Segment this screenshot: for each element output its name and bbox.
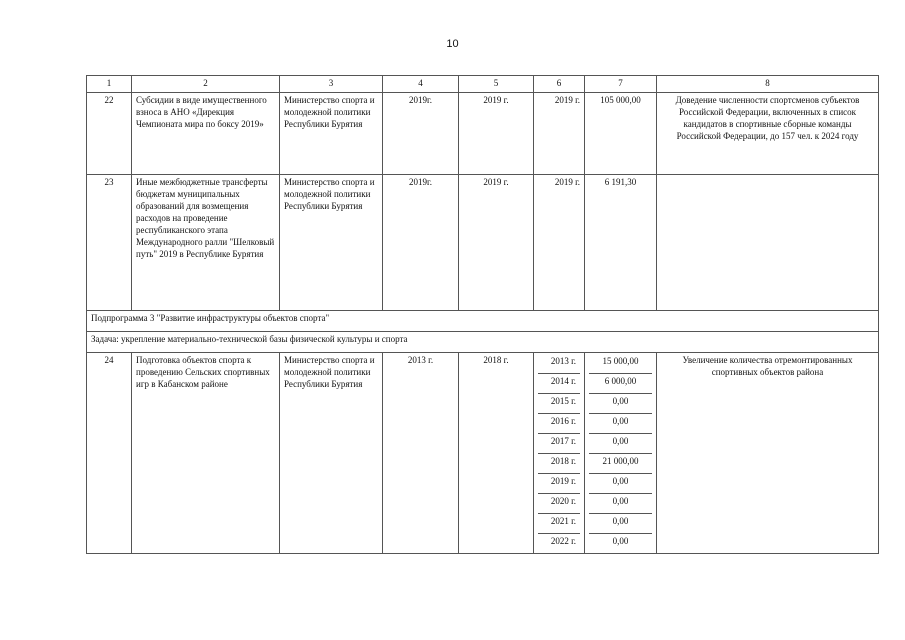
table-row bbox=[87, 175, 879, 311]
header-cell: 3 bbox=[280, 76, 383, 93]
funding-year: 2018 г. bbox=[538, 454, 580, 474]
funding-amount: 21 000,00 bbox=[589, 454, 652, 474]
funding-amount: 0,00 bbox=[589, 434, 652, 454]
executor: Министерство спорта и молодежной политики Республики Бурятия bbox=[280, 175, 383, 311]
funding-year: 2014 г. bbox=[538, 374, 580, 394]
task-row bbox=[87, 332, 879, 353]
header-row bbox=[87, 76, 879, 93]
funding-amount: 6 191,30 bbox=[585, 175, 657, 311]
funding-amount: 6 000,00 bbox=[589, 374, 652, 394]
task-title: Задача: укрепление материально-технической базы физической культуры и спорта bbox=[87, 332, 879, 353]
funding-year: 2019 г. bbox=[534, 93, 585, 175]
funding-amount: 0,00 bbox=[589, 394, 652, 414]
measure-name: Подготовка объектов спорта к проведению Сельских спортивных игр в Кабанском районе bbox=[132, 353, 280, 554]
funding-year: 2017 г. bbox=[538, 434, 580, 454]
start-date: 2019г. bbox=[383, 175, 459, 311]
row-number: 22 bbox=[87, 93, 132, 175]
funding-amount: 15 000,00 bbox=[589, 354, 652, 374]
funding-year: 2019 г. bbox=[538, 474, 580, 494]
funding-year: 2022 г. bbox=[550, 536, 576, 546]
measure-name: Субсидии в виде имущественного взноса в АНО «Дирекция Чемпионата мира по боксу 2019» bbox=[132, 93, 280, 175]
funding-amount: 0,00 bbox=[589, 494, 652, 514]
executor: Министерство спорта и молодежной политики Республики Бурятия bbox=[280, 93, 383, 175]
start-date: 2013 г. bbox=[383, 353, 459, 554]
funding-year: 2020 г. bbox=[538, 494, 580, 514]
funding-amount: 0,00 bbox=[612, 536, 629, 546]
subprogram-row bbox=[87, 311, 879, 332]
header-cell: 6 bbox=[534, 76, 585, 93]
expected-result bbox=[657, 175, 879, 311]
end-date: 2018 г. bbox=[459, 353, 534, 554]
measure-name: Иные межбюджетные трансферты бюджетам муниципальных образований для возмещения расходов на проведение республиканского этапа Международного ралли "Шелковый путь" 2019 в Республике Бурятия bbox=[132, 175, 280, 311]
funding-amount: 0,00 bbox=[589, 474, 652, 494]
funding-year: 2019 г. bbox=[534, 175, 585, 311]
row-number: 24 bbox=[87, 353, 132, 554]
executor: Министерство спорта и молодежной политики Республики Бурятия bbox=[280, 353, 383, 554]
table-row bbox=[87, 93, 879, 175]
funding-year: 2015 г. bbox=[538, 394, 580, 414]
end-date: 2019 г. bbox=[459, 175, 534, 311]
program-table bbox=[86, 75, 879, 554]
end-date: 2019 г. bbox=[459, 93, 534, 175]
subprogram-title: Подпрограмма 3 "Развитие инфраструктуры объектов спорта" bbox=[87, 311, 879, 332]
funding-amount: 105 000,00 bbox=[585, 93, 657, 175]
funding-year: 2016 г. bbox=[538, 414, 580, 434]
header-cell: 8 bbox=[657, 76, 879, 93]
funding-amounts bbox=[585, 353, 657, 554]
page-number: 10 bbox=[446, 38, 459, 50]
funding-amount: 0,00 bbox=[589, 514, 652, 534]
table-row bbox=[87, 353, 879, 554]
funding-amount: 0,00 bbox=[589, 414, 652, 434]
header-cell: 5 bbox=[459, 76, 534, 93]
start-date: 2019г. bbox=[383, 93, 459, 175]
funding-year: 2013 г. bbox=[538, 354, 580, 374]
header-cell: 7 bbox=[585, 76, 657, 93]
row-number: 23 bbox=[87, 175, 132, 311]
expected-result: Доведение численности спортсменов субъектов Российской Федерации, включенных в список кандидатов в спортивные сборные команды Российской Федерации, до 157 чел. к 2024 году bbox=[657, 93, 879, 175]
funding-years bbox=[534, 353, 585, 554]
header-cell: 4 bbox=[383, 76, 459, 93]
expected-result: Увеличение количества отремонтированных спортивных объектов района bbox=[657, 353, 879, 554]
funding-year: 2021 г. bbox=[538, 514, 580, 534]
header-cell: 2 bbox=[132, 76, 280, 93]
header-cell: 1 bbox=[87, 76, 132, 93]
